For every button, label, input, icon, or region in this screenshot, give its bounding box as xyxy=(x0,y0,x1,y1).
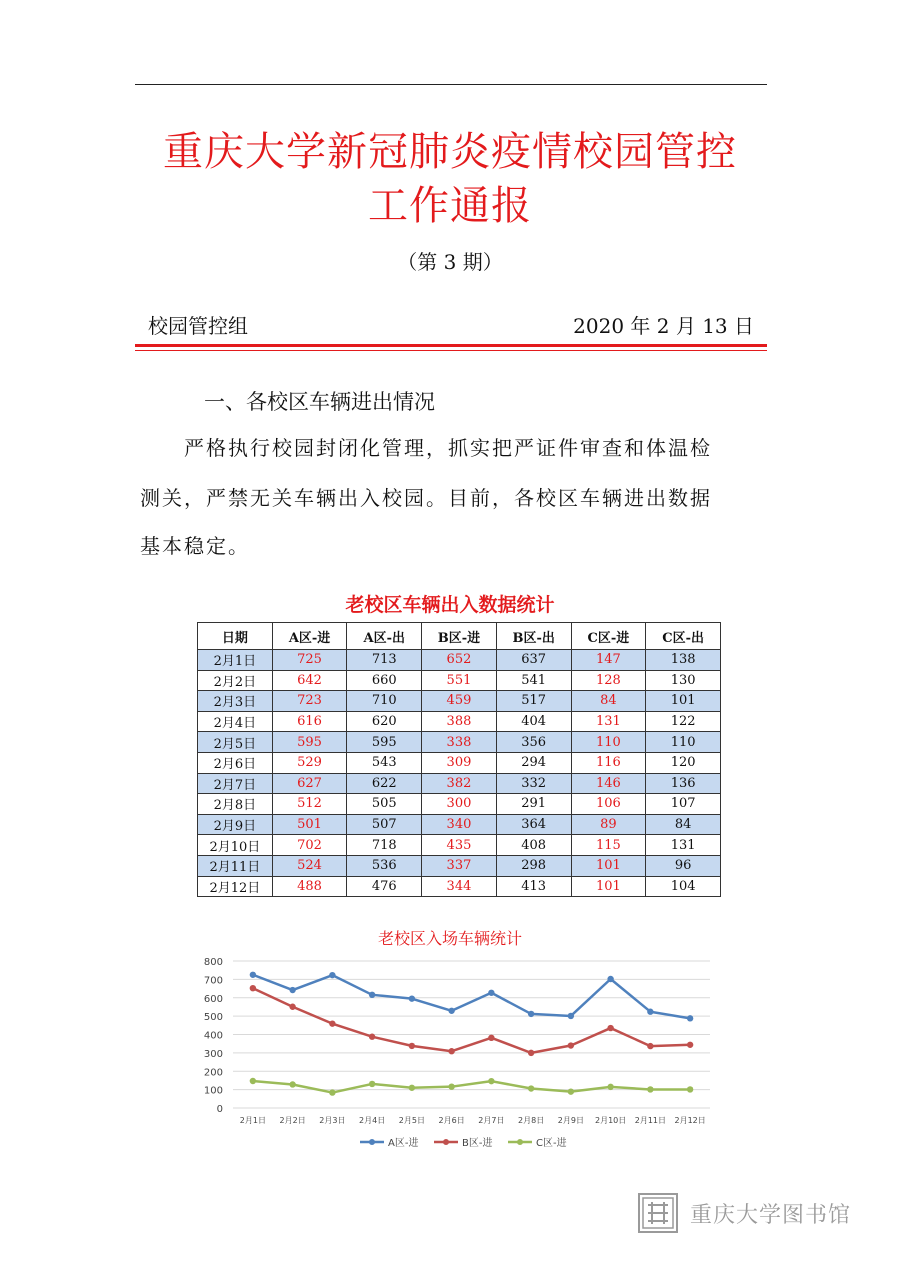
table-cell: 300 xyxy=(422,794,497,815)
table-cell: 595 xyxy=(347,732,422,753)
column-header: A区-进 xyxy=(272,623,347,650)
data-point xyxy=(607,1084,613,1090)
y-tick-label: 0 xyxy=(216,1104,223,1115)
table-row xyxy=(198,876,721,897)
table-row xyxy=(198,711,721,732)
table-cell: 344 xyxy=(422,876,497,897)
table-cell: 408 xyxy=(496,835,571,856)
data-point xyxy=(568,1088,574,1094)
table-row xyxy=(198,814,721,835)
table-cell: 364 xyxy=(496,814,571,835)
table-header-row xyxy=(198,623,721,650)
data-point xyxy=(250,985,256,991)
table-cell: 309 xyxy=(422,752,497,773)
x-tick-label: 2月1日 xyxy=(239,1116,266,1125)
table-cell: 84 xyxy=(646,814,721,835)
table-cell: 110 xyxy=(646,732,721,753)
legend-marker xyxy=(443,1139,449,1145)
data-point xyxy=(409,995,415,1001)
sender: 校园管控组 xyxy=(148,314,248,338)
table-cell: 543 xyxy=(347,752,422,773)
paragraph-text: 严格执行校园封闭化管理，抓实把严证件审查和体温检 xyxy=(184,436,712,460)
table-cell: 84 xyxy=(571,691,646,712)
table-cell: 104 xyxy=(646,876,721,897)
x-tick-label: 2月3日 xyxy=(319,1116,346,1125)
table-cell: 146 xyxy=(571,773,646,794)
table-row xyxy=(198,773,721,794)
data-point xyxy=(687,1015,693,1021)
data-point xyxy=(528,1050,534,1056)
x-tick-label: 2月10日 xyxy=(594,1116,627,1125)
table-cell: 2月9日 xyxy=(198,814,273,835)
red-rule-thin xyxy=(135,350,767,351)
series-line xyxy=(253,1081,690,1093)
table-cell: 101 xyxy=(571,855,646,876)
x-tick-label: 2月5日 xyxy=(398,1116,425,1125)
x-tick-label: 2月4日 xyxy=(359,1116,386,1125)
legend-label: A区-进 xyxy=(388,1138,419,1149)
data-point xyxy=(409,1085,415,1091)
x-tick-label: 2月11日 xyxy=(634,1116,667,1125)
table-row xyxy=(198,835,721,856)
table-cell: 637 xyxy=(496,650,571,671)
data-point xyxy=(488,990,494,996)
data-point xyxy=(568,1042,574,1048)
paragraph-line-1 xyxy=(140,422,766,474)
table-cell: 507 xyxy=(347,814,422,835)
table-cell: 517 xyxy=(496,691,571,712)
column-header: C区-出 xyxy=(646,623,721,650)
data-point xyxy=(448,1048,454,1054)
table-row xyxy=(198,670,721,691)
column-header: B区-进 xyxy=(422,623,497,650)
table-cell: 291 xyxy=(496,794,571,815)
table-cell: 2月2日 xyxy=(198,670,273,691)
table-cell: 332 xyxy=(496,773,571,794)
table-cell: 652 xyxy=(422,650,497,671)
data-point xyxy=(369,1081,375,1087)
table-cell: 660 xyxy=(347,670,422,691)
y-tick-label: 300 xyxy=(203,1048,223,1060)
table-cell: 382 xyxy=(422,773,497,794)
table-row xyxy=(198,732,721,753)
table-cell: 356 xyxy=(496,732,571,753)
table-title: 老校区车辆出入数据统计 xyxy=(345,594,555,616)
y-tick-label: 200 xyxy=(203,1067,223,1079)
legend-label: C区-进 xyxy=(536,1138,567,1149)
table-cell: 512 xyxy=(272,794,347,815)
table-cell: 551 xyxy=(422,670,497,691)
table-row xyxy=(198,752,721,773)
table-row xyxy=(198,794,721,815)
table-cell: 120 xyxy=(646,752,721,773)
table-cell: 96 xyxy=(646,855,721,876)
table-cell: 413 xyxy=(496,876,571,897)
library-name: 重庆大学图书馆 xyxy=(690,1202,852,1228)
x-tick-label: 2月6日 xyxy=(438,1116,465,1125)
table-cell: 2月3日 xyxy=(198,691,273,712)
column-header: A区-出 xyxy=(347,623,422,650)
data-point xyxy=(687,1086,693,1092)
column-header: C区-进 xyxy=(571,623,646,650)
data-point xyxy=(448,1008,454,1014)
table-cell: 627 xyxy=(272,773,347,794)
top-rule xyxy=(135,84,767,85)
issue-date: 2020 年 2 月 13 日 xyxy=(573,314,754,338)
section-heading: 一、各校区车辆进出情况 xyxy=(204,390,435,414)
data-point xyxy=(369,1034,375,1040)
legend-marker xyxy=(369,1139,375,1145)
table-cell: 616 xyxy=(272,711,347,732)
table-cell: 122 xyxy=(646,711,721,732)
table-row xyxy=(198,855,721,876)
vehicle-table xyxy=(197,622,721,897)
paragraph-line-3: 基本稳定。 xyxy=(140,534,250,558)
data-point xyxy=(607,976,613,982)
table-cell: 725 xyxy=(272,650,347,671)
data-point xyxy=(528,1085,534,1091)
data-point xyxy=(329,972,335,978)
table-cell: 2月11日 xyxy=(198,855,273,876)
table-cell: 106 xyxy=(571,794,646,815)
table-cell: 723 xyxy=(272,691,347,712)
table-cell: 138 xyxy=(646,650,721,671)
data-point xyxy=(647,1009,653,1015)
x-tick-label: 2月7日 xyxy=(478,1116,505,1125)
table-cell: 107 xyxy=(646,794,721,815)
data-point xyxy=(250,1078,256,1084)
y-tick-label: 800 xyxy=(203,957,223,968)
table-cell: 595 xyxy=(272,732,347,753)
table-cell: 2月10日 xyxy=(198,835,273,856)
table-cell: 116 xyxy=(571,752,646,773)
paragraph-line-2: 测关，严禁无关车辆出入校园。目前，各校区车辆进出数据 xyxy=(140,486,712,510)
data-point xyxy=(329,1089,335,1095)
table-cell: 710 xyxy=(347,691,422,712)
red-rule-thick xyxy=(135,344,767,347)
table-row xyxy=(198,650,721,671)
table-cell: 337 xyxy=(422,855,497,876)
series-line xyxy=(253,975,690,1019)
table-cell: 642 xyxy=(272,670,347,691)
data-point xyxy=(448,1083,454,1089)
x-tick-label: 2月8日 xyxy=(518,1116,545,1125)
legend-label: B区-进 xyxy=(462,1138,493,1149)
table-cell: 2月12日 xyxy=(198,876,273,897)
legend-marker xyxy=(517,1139,523,1145)
table-cell: 435 xyxy=(422,835,497,856)
issue-number: （第 3 期） xyxy=(397,250,503,274)
x-tick-label: 2月12日 xyxy=(674,1116,706,1125)
table-cell: 110 xyxy=(571,732,646,753)
data-point xyxy=(289,987,295,993)
table-cell: 459 xyxy=(422,691,497,712)
table-cell: 718 xyxy=(347,835,422,856)
table-cell: 131 xyxy=(646,835,721,856)
table-cell: 298 xyxy=(496,855,571,876)
table-cell: 2月6日 xyxy=(198,752,273,773)
table-cell: 404 xyxy=(496,711,571,732)
y-tick-label: 700 xyxy=(203,975,223,987)
data-point xyxy=(488,1035,494,1041)
table-cell: 529 xyxy=(272,752,347,773)
data-point xyxy=(687,1042,693,1048)
table-cell: 101 xyxy=(646,691,721,712)
y-tick-label: 600 xyxy=(203,993,223,1005)
document-title-line1: 重庆大学新冠肺炎疫情校园管控 xyxy=(163,129,737,175)
data-point xyxy=(568,1013,574,1019)
table-cell: 488 xyxy=(272,876,347,897)
table-cell: 115 xyxy=(571,835,646,856)
table-row xyxy=(198,691,721,712)
table-cell: 501 xyxy=(272,814,347,835)
table-cell: 131 xyxy=(571,711,646,732)
table-cell: 2月4日 xyxy=(198,711,273,732)
table-cell: 388 xyxy=(422,711,497,732)
table-cell: 505 xyxy=(347,794,422,815)
data-point xyxy=(369,992,375,998)
data-point xyxy=(488,1078,494,1084)
table-cell: 713 xyxy=(347,650,422,671)
y-tick-label: 100 xyxy=(203,1085,223,1097)
library-seal-icon xyxy=(638,1193,678,1233)
table-cell: 702 xyxy=(272,835,347,856)
column-header: B区-出 xyxy=(496,623,571,650)
data-point xyxy=(409,1043,415,1049)
table-cell: 340 xyxy=(422,814,497,835)
data-point xyxy=(289,1081,295,1087)
x-tick-label: 2月2日 xyxy=(279,1116,306,1125)
data-point xyxy=(289,1004,295,1010)
y-tick-label: 500 xyxy=(203,1012,223,1024)
table-cell: 476 xyxy=(347,876,422,897)
table-cell: 2月8日 xyxy=(198,794,273,815)
data-point xyxy=(528,1011,534,1017)
document-title-line2: 工作通报 xyxy=(368,183,532,229)
table-cell: 89 xyxy=(571,814,646,835)
data-point xyxy=(607,1025,613,1031)
y-tick-label: 400 xyxy=(203,1030,223,1042)
table-cell: 622 xyxy=(347,773,422,794)
library-watermark xyxy=(638,1193,851,1233)
table-cell: 2月7日 xyxy=(198,773,273,794)
table-cell: 130 xyxy=(646,670,721,691)
table-cell: 541 xyxy=(496,670,571,691)
table-cell: 338 xyxy=(422,732,497,753)
data-point xyxy=(647,1043,653,1049)
table-cell: 536 xyxy=(347,855,422,876)
table-cell: 294 xyxy=(496,752,571,773)
chart-title: 老校区入场车辆统计 xyxy=(377,929,522,948)
data-point xyxy=(329,1020,335,1026)
data-point xyxy=(250,972,256,978)
table-cell: 524 xyxy=(272,855,347,876)
table-cell: 128 xyxy=(571,670,646,691)
table-cell: 136 xyxy=(646,773,721,794)
data-point xyxy=(647,1086,653,1092)
table-cell: 620 xyxy=(347,711,422,732)
x-tick-label: 2月9日 xyxy=(557,1116,584,1125)
table-cell: 2月1日 xyxy=(198,650,273,671)
column-header: 日期 xyxy=(198,623,273,650)
table-cell: 147 xyxy=(571,650,646,671)
table-cell: 2月5日 xyxy=(198,732,273,753)
line-chart xyxy=(195,950,725,1160)
table-cell: 101 xyxy=(571,876,646,897)
